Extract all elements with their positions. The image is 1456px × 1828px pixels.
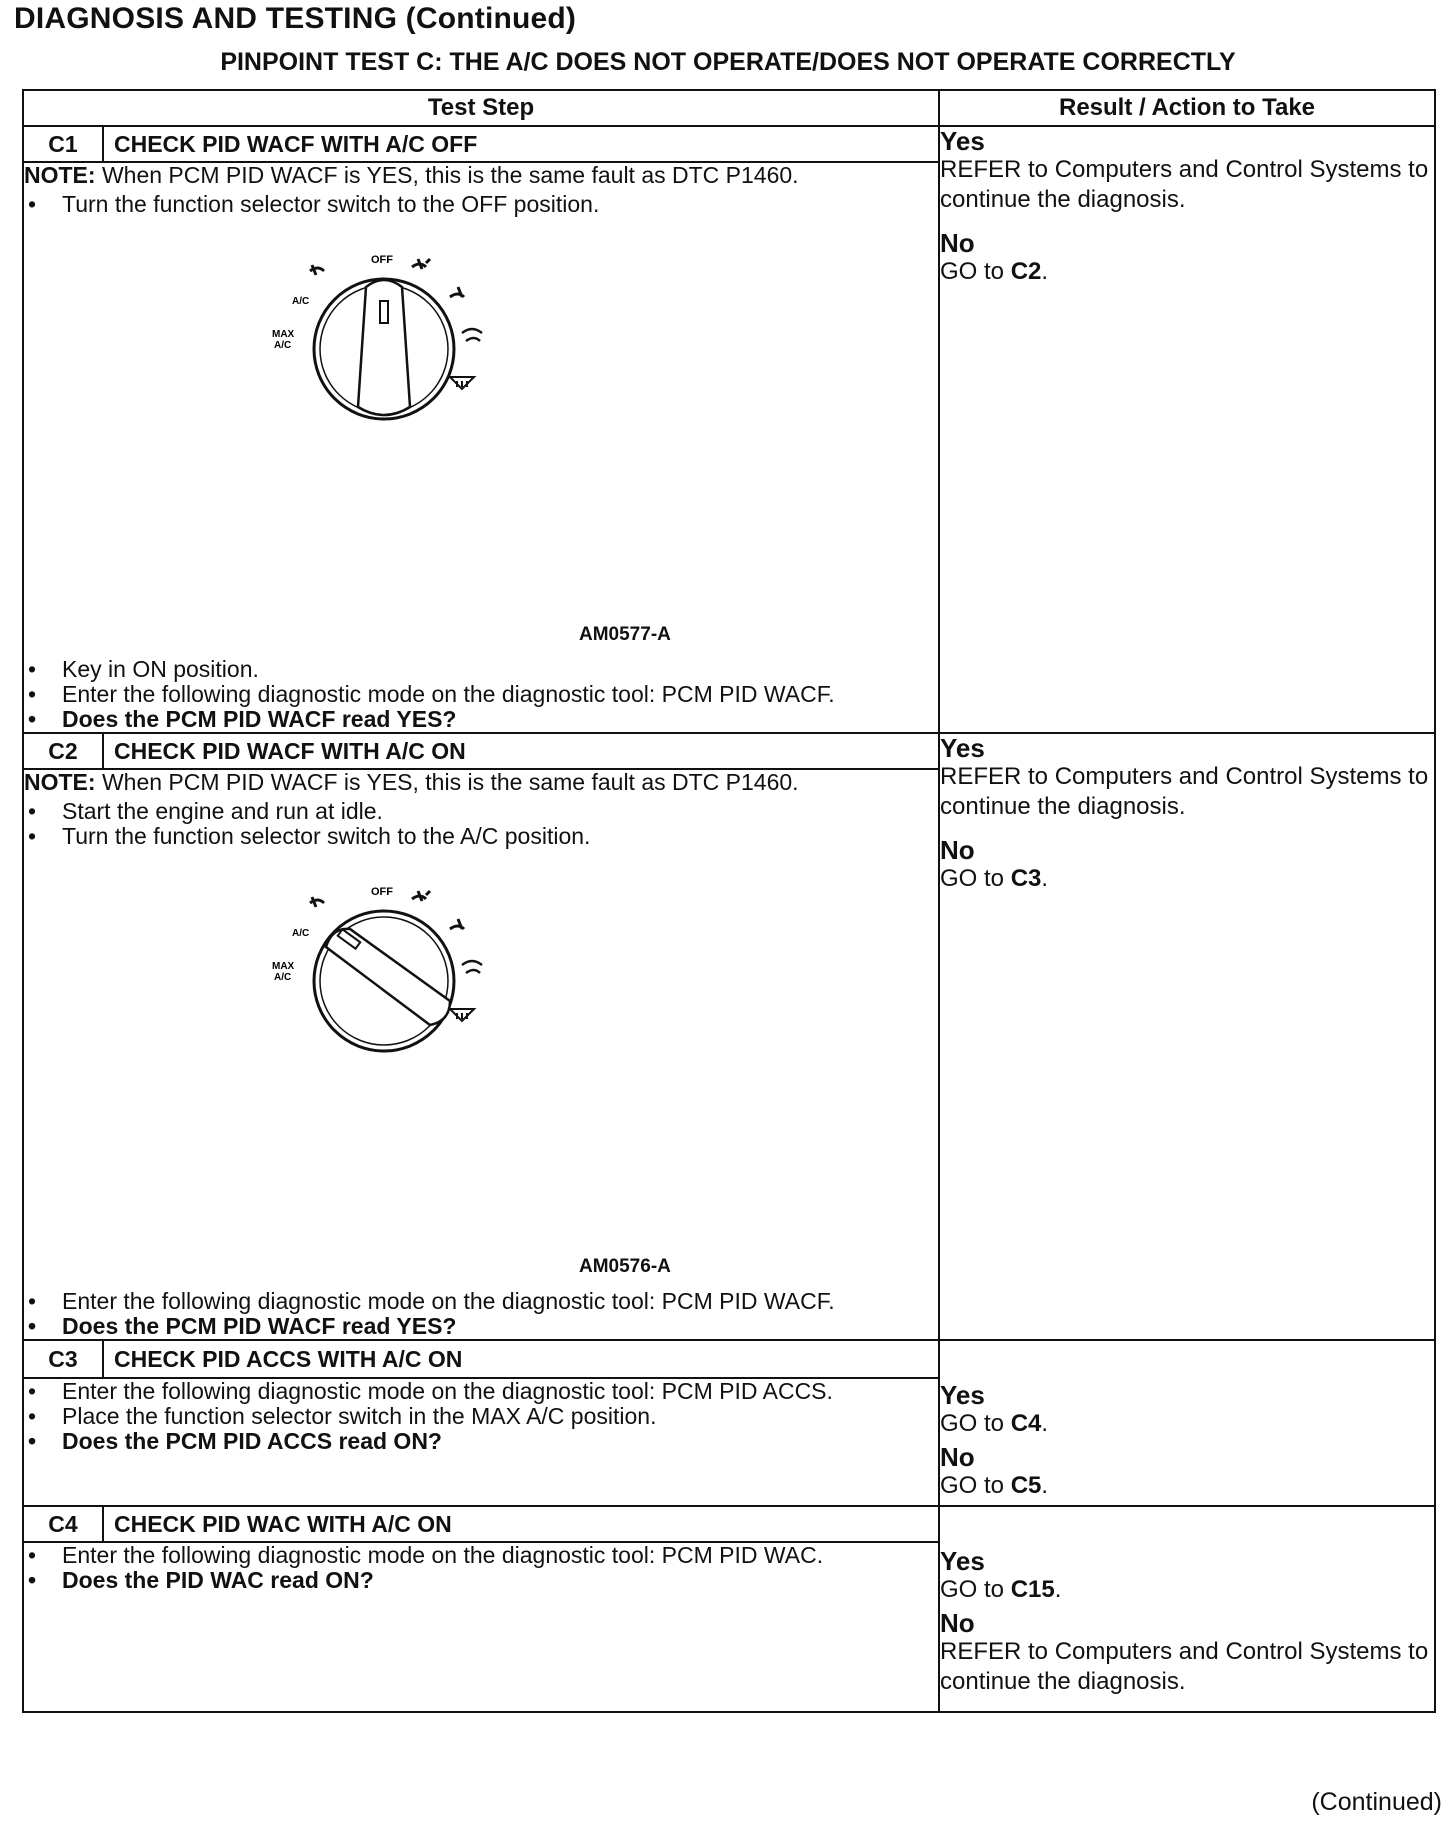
step-c2-body	[23, 769, 939, 1340]
bullet-item: • Enter the following diagnostic mode on the diagnostic tool: PCM PID ACCS.	[24, 1379, 938, 1404]
svg-text:MAX: MAX	[272, 329, 295, 340]
bullet-question: • Does the PID WAC read ON?	[24, 1568, 938, 1593]
header-result: Result / Action to Take	[939, 90, 1435, 126]
no-action: REFER to Computers and Control Systems to continue the diagnosis.	[940, 1638, 1429, 1695]
no-label: No	[940, 228, 975, 258]
yes-label: Yes	[940, 1546, 985, 1576]
step-c2-title-row	[23, 733, 1435, 769]
step-id: C2	[23, 733, 103, 769]
step-c3-title-row	[23, 1340, 1435, 1378]
yes-action: GO to C4.	[940, 1410, 1049, 1437]
note: NOTE: When PCM PID WACF is YES, this is the same fault as DTC P1460.	[24, 769, 799, 795]
svg-text:A/C: A/C	[292, 296, 310, 307]
table-header-row	[23, 90, 1435, 126]
selector-dial-figure-off	[24, 217, 938, 657]
pinpoint-test-table	[22, 89, 1436, 1713]
step-c1-body	[23, 162, 939, 733]
step-c4-result	[939, 1506, 1435, 1712]
bullet-item: • Place the function selector switch in the MAX A/C position.	[24, 1404, 938, 1429]
figure-code: AM0577-A	[579, 624, 671, 645]
bullet-item: • Enter the following diagnostic mode on the diagnostic tool: PCM PID WACF.	[24, 1289, 938, 1314]
step-title: CHECK PID ACCS WITH A/C ON	[103, 1340, 939, 1378]
bullet-item: • Key in ON position.	[24, 657, 938, 682]
step-c1-result	[939, 126, 1435, 733]
no-action: GO to C3.	[940, 865, 1049, 892]
no-label: No	[940, 835, 975, 865]
bullet-item: • Turn the function selector switch to the OFF position.	[24, 192, 938, 217]
no-action: GO to C5.	[940, 1472, 1049, 1499]
yes-action: REFER to Computers and Control Systems to continue the diagnosis.	[940, 763, 1429, 820]
step-c2-result	[939, 733, 1435, 1340]
step-title: CHECK PID WACF WITH A/C OFF	[103, 126, 939, 162]
bullet-question: • Does the PCM PID WACF read YES?	[24, 1314, 938, 1339]
bullet-question: • Does the PCM PID WACF read YES?	[24, 707, 938, 732]
svg-text:A/C: A/C	[292, 928, 310, 939]
bullet-item: • Enter the following diagnostic mode on the diagnostic tool: PCM PID WACF.	[24, 682, 938, 707]
function-selector-dial-ac-icon	[254, 869, 514, 1069]
figure-code: AM0576-A	[579, 1256, 671, 1277]
svg-text:MAX: MAX	[272, 961, 295, 972]
step-id: C1	[23, 126, 103, 162]
yes-label: Yes	[940, 733, 985, 763]
step-c4-body	[23, 1542, 939, 1712]
no-label: No	[940, 1442, 975, 1472]
step-c3-body	[23, 1378, 939, 1506]
bullet-item: • Turn the function selector switch to the A/C position.	[24, 824, 938, 849]
step-title: CHECK PID WAC WITH A/C ON	[103, 1506, 939, 1542]
bullet-item: • Start the engine and run at idle.	[24, 799, 938, 824]
page-subheading: PINPOINT TEST C: THE A/C DOES NOT OPERATE/DOES NOT OPERATE CORRECTLY	[220, 48, 1236, 76]
svg-text:OFF: OFF	[371, 254, 393, 266]
step-c3-result	[939, 1340, 1435, 1506]
no-label: No	[940, 1608, 975, 1638]
bullet-item: • Enter the following diagnostic mode on the diagnostic tool: PCM PID WAC.	[24, 1543, 938, 1568]
function-selector-dial-off-icon	[254, 237, 514, 437]
step-c1-title-row	[23, 126, 1435, 162]
step-id: C4	[23, 1506, 103, 1542]
svg-text:OFF: OFF	[371, 886, 393, 898]
yes-label: Yes	[940, 1380, 985, 1410]
step-title: CHECK PID WACF WITH A/C ON	[103, 733, 939, 769]
svg-text:A/C: A/C	[274, 972, 292, 983]
no-action: GO to C2.	[940, 258, 1049, 285]
yes-action: GO to C15.	[940, 1576, 1062, 1603]
step-c4-title-row	[23, 1506, 1435, 1542]
bullet-question: • Does the PCM PID ACCS read ON?	[24, 1429, 938, 1454]
note: NOTE: When PCM PID WACF is YES, this is the same fault as DTC P1460.	[24, 162, 799, 188]
page-heading: DIAGNOSIS AND TESTING (Continued)	[14, 2, 577, 35]
yes-action: REFER to Computers and Control Systems to continue the diagnosis.	[940, 156, 1429, 213]
selector-dial-figure-ac	[24, 849, 938, 1289]
svg-text:A/C: A/C	[274, 340, 292, 351]
yes-label: Yes	[940, 126, 985, 156]
header-test-step: Test Step	[23, 90, 939, 126]
step-id: C3	[23, 1340, 103, 1378]
continued-footer: (Continued)	[1311, 1788, 1442, 1816]
